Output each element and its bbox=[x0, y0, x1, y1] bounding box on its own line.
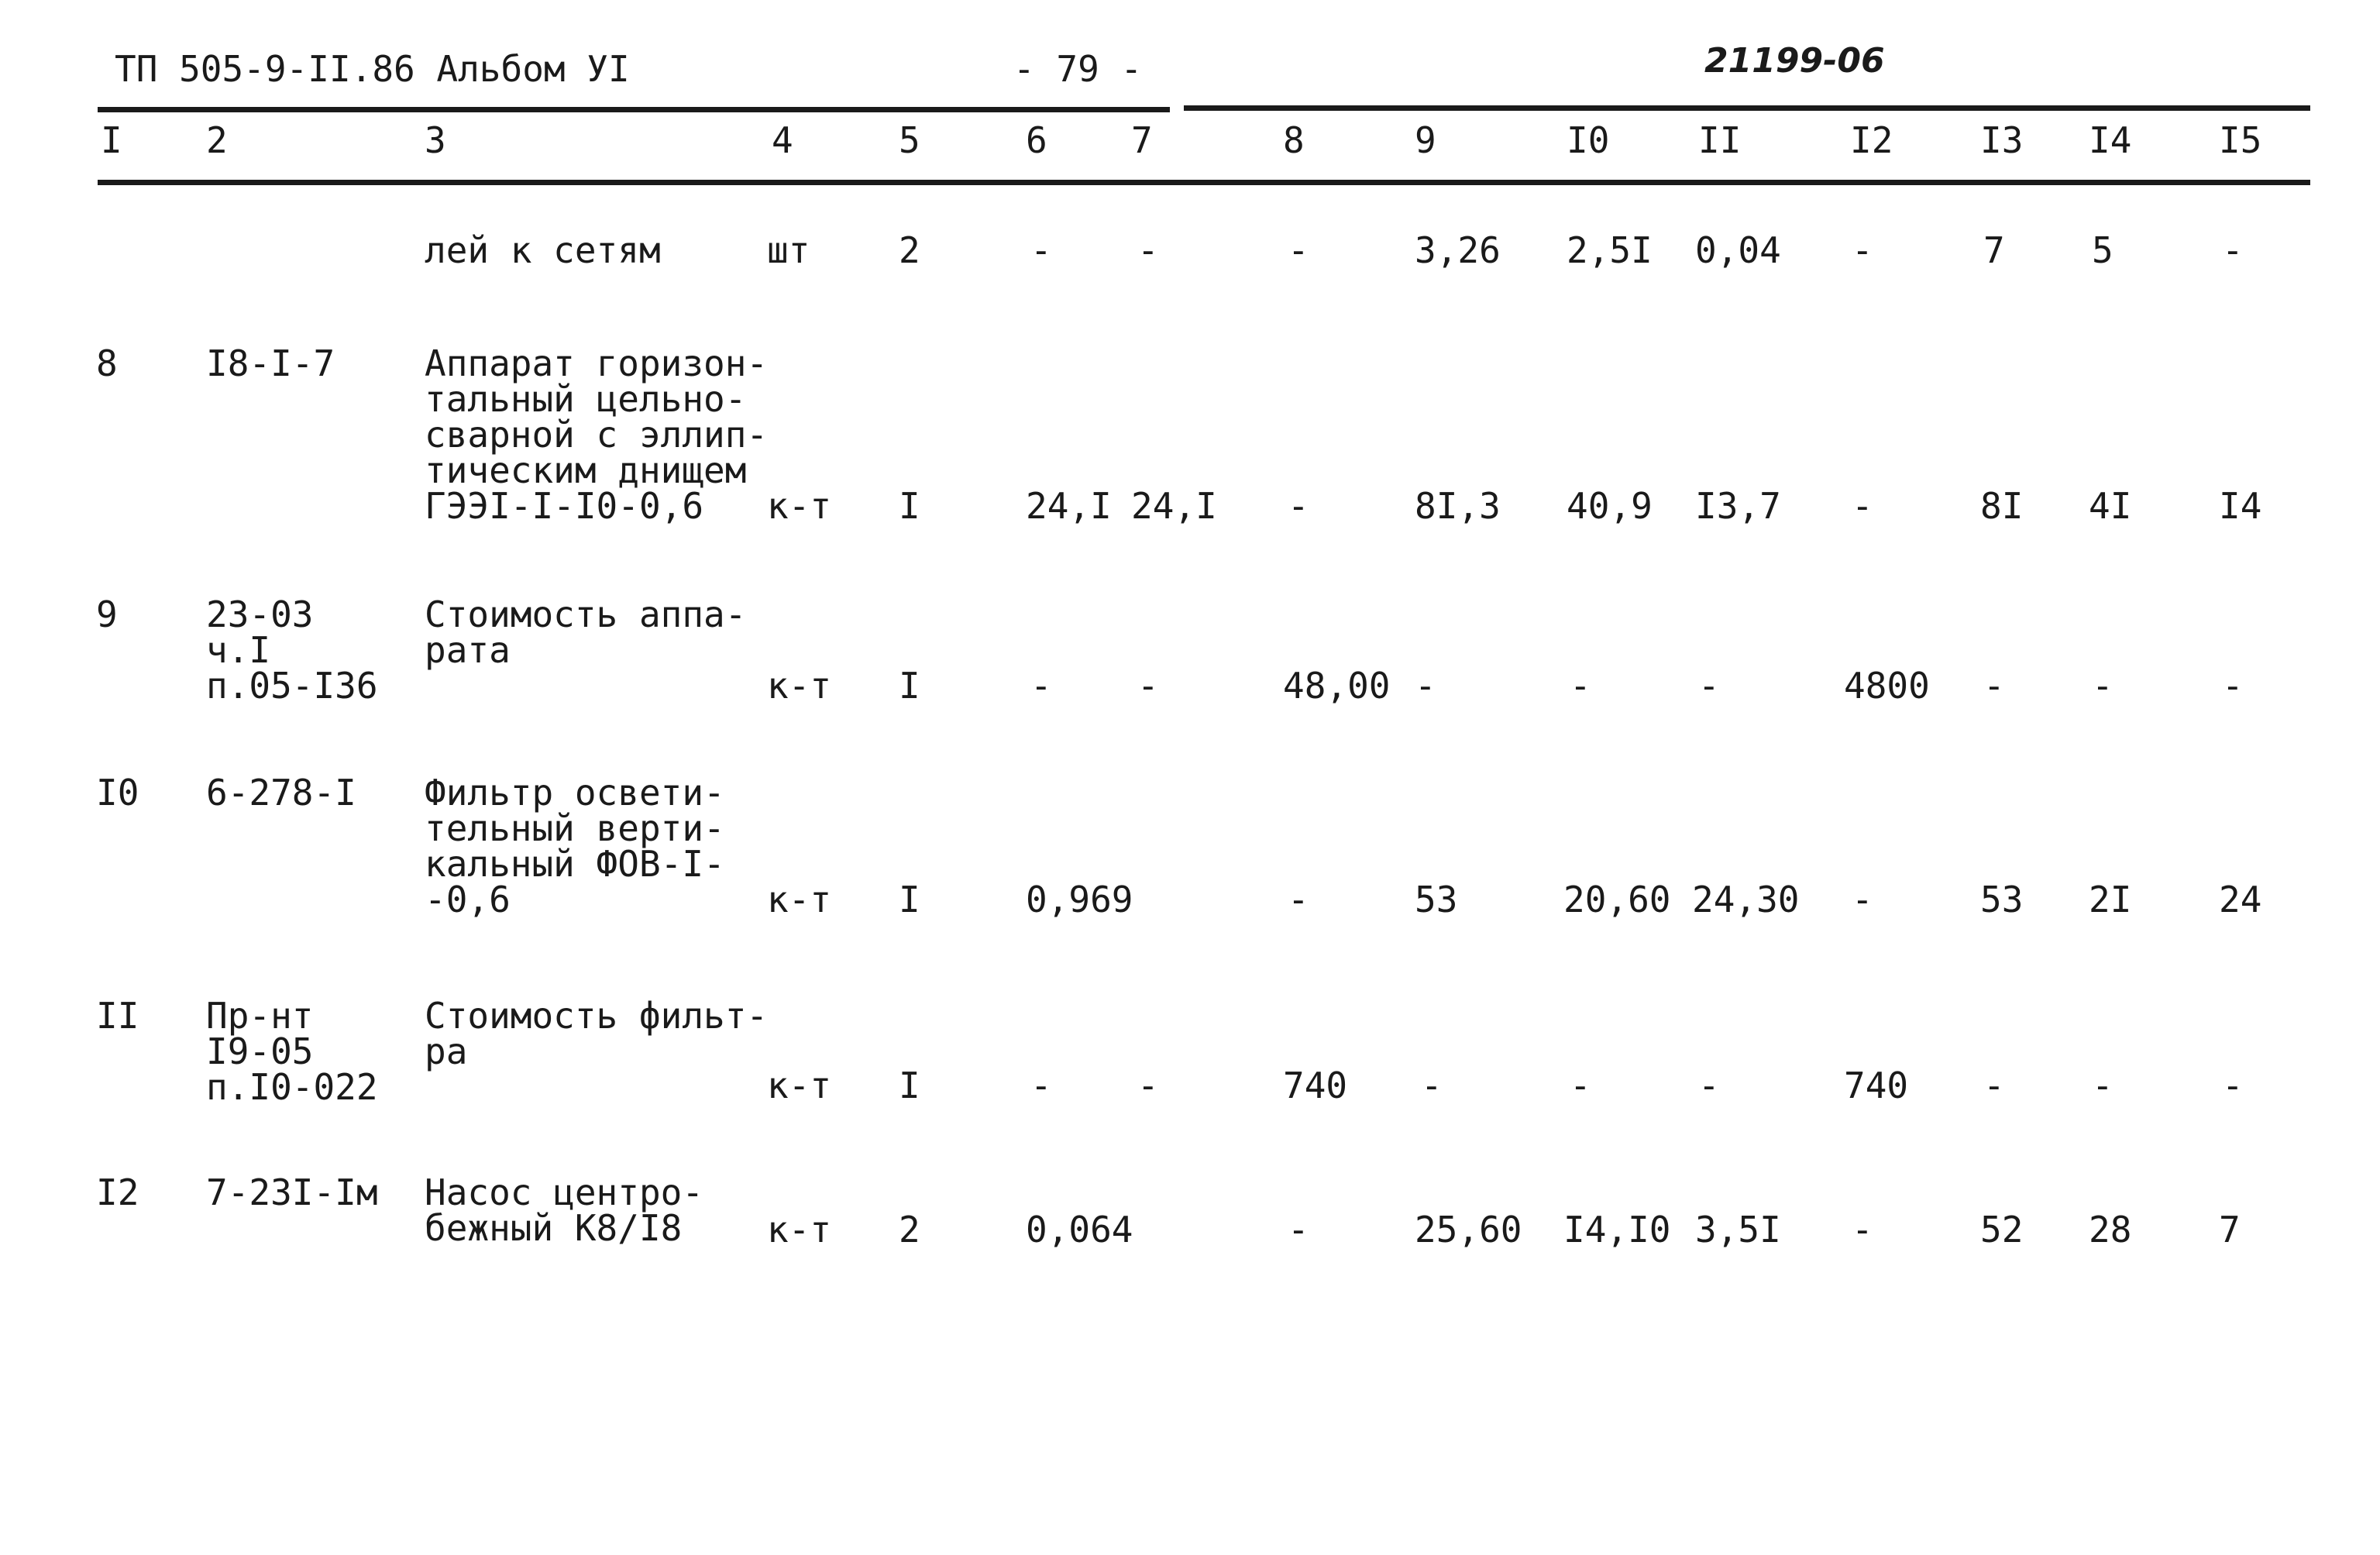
row-c8: - bbox=[1288, 485, 1309, 527]
row-num: I0 bbox=[96, 772, 139, 814]
col-header-10: I0 bbox=[1567, 119, 1610, 161]
top-rule-left bbox=[98, 107, 1170, 112]
row-c15: - bbox=[2222, 665, 2244, 707]
row-c13: 7 bbox=[1983, 229, 2005, 271]
col-header-1: I bbox=[101, 119, 122, 161]
row-c6: 0,064 bbox=[1026, 1209, 1133, 1251]
col-header-6: 6 bbox=[1026, 119, 1047, 161]
row-c13: - bbox=[1983, 665, 2005, 707]
row-qty: I bbox=[899, 879, 920, 920]
row-name: Фильтр освети- тельный верти- кальный ФОВ-I- -0,6 bbox=[425, 772, 725, 920]
row-c11: - bbox=[1698, 665, 1720, 707]
row-c10: I4,I0 bbox=[1563, 1209, 1671, 1251]
row-c9: 8I,3 bbox=[1415, 485, 1501, 527]
col-header-9: 9 bbox=[1415, 119, 1436, 161]
row-c13: 52 bbox=[1980, 1209, 2024, 1251]
row-c14: 4I bbox=[2089, 485, 2132, 527]
row-c11: 0,04 bbox=[1695, 229, 1781, 271]
row-qty: 2 bbox=[899, 1209, 920, 1251]
row-c8: 740 bbox=[1283, 1065, 1348, 1106]
row-c8: - bbox=[1288, 1209, 1309, 1251]
page-number: - 79 - bbox=[1013, 48, 1143, 90]
handwritten-stamp-number: 21199-06 bbox=[1704, 41, 1885, 81]
row-c15: - bbox=[2222, 1065, 2244, 1106]
row-c12: - bbox=[1852, 1209, 1873, 1251]
row-c12: - bbox=[1852, 485, 1873, 527]
row-c7: - bbox=[1137, 665, 1159, 707]
row-name: Насос центро- бежный К8/I8 bbox=[425, 1171, 704, 1249]
row-unit: к-т bbox=[767, 1209, 832, 1251]
row-name: Аппарат горизон- тальный цельно- сварной с эллип- тическим днищем ГЭЭI-I-I0-0,6 bbox=[425, 342, 769, 527]
row-qty: I bbox=[899, 665, 920, 707]
row-unit: к-т bbox=[767, 1065, 832, 1106]
row-c7: - bbox=[1137, 229, 1159, 271]
row-c9: - bbox=[1415, 665, 1436, 707]
row-c12: 740 bbox=[1844, 1065, 1909, 1106]
row-unit: к-т bbox=[767, 665, 832, 707]
row-c14: 2I bbox=[2089, 879, 2132, 920]
row-num: 9 bbox=[96, 593, 118, 635]
row-c10: - bbox=[1570, 1065, 1591, 1106]
row-qty: I bbox=[899, 1065, 920, 1106]
row-code: 23-03 ч.I п.05-I36 bbox=[206, 593, 378, 707]
row-num: II bbox=[96, 995, 139, 1037]
col-header-14: I4 bbox=[2089, 119, 2132, 161]
row-c15: 7 bbox=[2219, 1209, 2241, 1251]
row-c14: 5 bbox=[2092, 229, 2113, 271]
document-reference: ТП 505-9-II.86 Альбом УI bbox=[115, 48, 630, 90]
row-c9: 53 bbox=[1415, 879, 1458, 920]
col-header-7: 7 bbox=[1131, 119, 1153, 161]
row-unit: к-т bbox=[767, 879, 832, 920]
row-c7: - bbox=[1137, 1065, 1159, 1106]
row-c6: - bbox=[1030, 665, 1052, 707]
top-rule-right bbox=[1184, 105, 2310, 111]
row-c10: 40,9 bbox=[1567, 485, 1653, 527]
row-c6: 0,969 bbox=[1026, 879, 1133, 920]
row-c7: 24,I bbox=[1131, 485, 1217, 527]
row-c15: - bbox=[2222, 229, 2244, 271]
col-header-11: II bbox=[1698, 119, 1742, 161]
row-c15: I4 bbox=[2219, 485, 2262, 527]
row-c14: - bbox=[2092, 665, 2113, 707]
row-c6: - bbox=[1030, 229, 1052, 271]
row-code: I8-I-7 bbox=[206, 342, 335, 384]
row-c11: - bbox=[1698, 1065, 1720, 1106]
row-c9: 25,60 bbox=[1415, 1209, 1522, 1251]
col-header-2: 2 bbox=[206, 119, 228, 161]
row-c8: - bbox=[1288, 229, 1309, 271]
row-c8: 48,00 bbox=[1283, 665, 1391, 707]
row-c6: - bbox=[1030, 1065, 1052, 1106]
row-c12: 4800 bbox=[1844, 665, 1930, 707]
row-c8: - bbox=[1288, 879, 1309, 920]
row-c14: 28 bbox=[2089, 1209, 2132, 1251]
col-header-8: 8 bbox=[1283, 119, 1305, 161]
col-header-13: I3 bbox=[1980, 119, 2024, 161]
row-c6: 24,I bbox=[1026, 485, 1112, 527]
row-unit: к-т bbox=[767, 485, 832, 527]
row-name: Стоимость фильт- ра bbox=[425, 995, 769, 1072]
col-header-4: 4 bbox=[772, 119, 793, 161]
row-c13: 8I bbox=[1980, 485, 2024, 527]
row-c12: - bbox=[1852, 229, 1873, 271]
row-c10: 20,60 bbox=[1563, 879, 1671, 920]
row-c12: - bbox=[1852, 879, 1873, 920]
row-c10: 2,5I bbox=[1567, 229, 1653, 271]
row-c9: 3,26 bbox=[1415, 229, 1501, 271]
row-code: 6-278-I bbox=[206, 772, 356, 814]
row-qty: I bbox=[899, 485, 920, 527]
row-unit: шт bbox=[767, 229, 810, 271]
row-c9: - bbox=[1421, 1065, 1443, 1106]
row-c11: 3,5I bbox=[1695, 1209, 1781, 1251]
row-c14: - bbox=[2092, 1065, 2113, 1106]
header-bottom-rule bbox=[98, 180, 2310, 185]
row-c13: 53 bbox=[1980, 879, 2024, 920]
row-c13: - bbox=[1983, 1065, 2005, 1106]
row-c10: - bbox=[1570, 665, 1591, 707]
row-qty: 2 bbox=[899, 229, 920, 271]
row-c11: 24,30 bbox=[1692, 879, 1800, 920]
row-name: Стоимость аппа- рата bbox=[425, 593, 747, 671]
col-header-12: I2 bbox=[1850, 119, 1893, 161]
row-name: лей к сетям bbox=[425, 229, 661, 271]
row-num: I2 bbox=[96, 1171, 139, 1213]
row-code: Пр-нт I9-05 п.I0-022 bbox=[206, 995, 378, 1108]
col-header-3: 3 bbox=[425, 119, 446, 161]
col-header-5: 5 bbox=[899, 119, 920, 161]
col-header-15: I5 bbox=[2219, 119, 2262, 161]
row-c11: I3,7 bbox=[1695, 485, 1781, 527]
row-code: 7-23I-Iм bbox=[206, 1171, 378, 1213]
row-c15: 24 bbox=[2219, 879, 2262, 920]
row-num: 8 bbox=[96, 342, 118, 384]
